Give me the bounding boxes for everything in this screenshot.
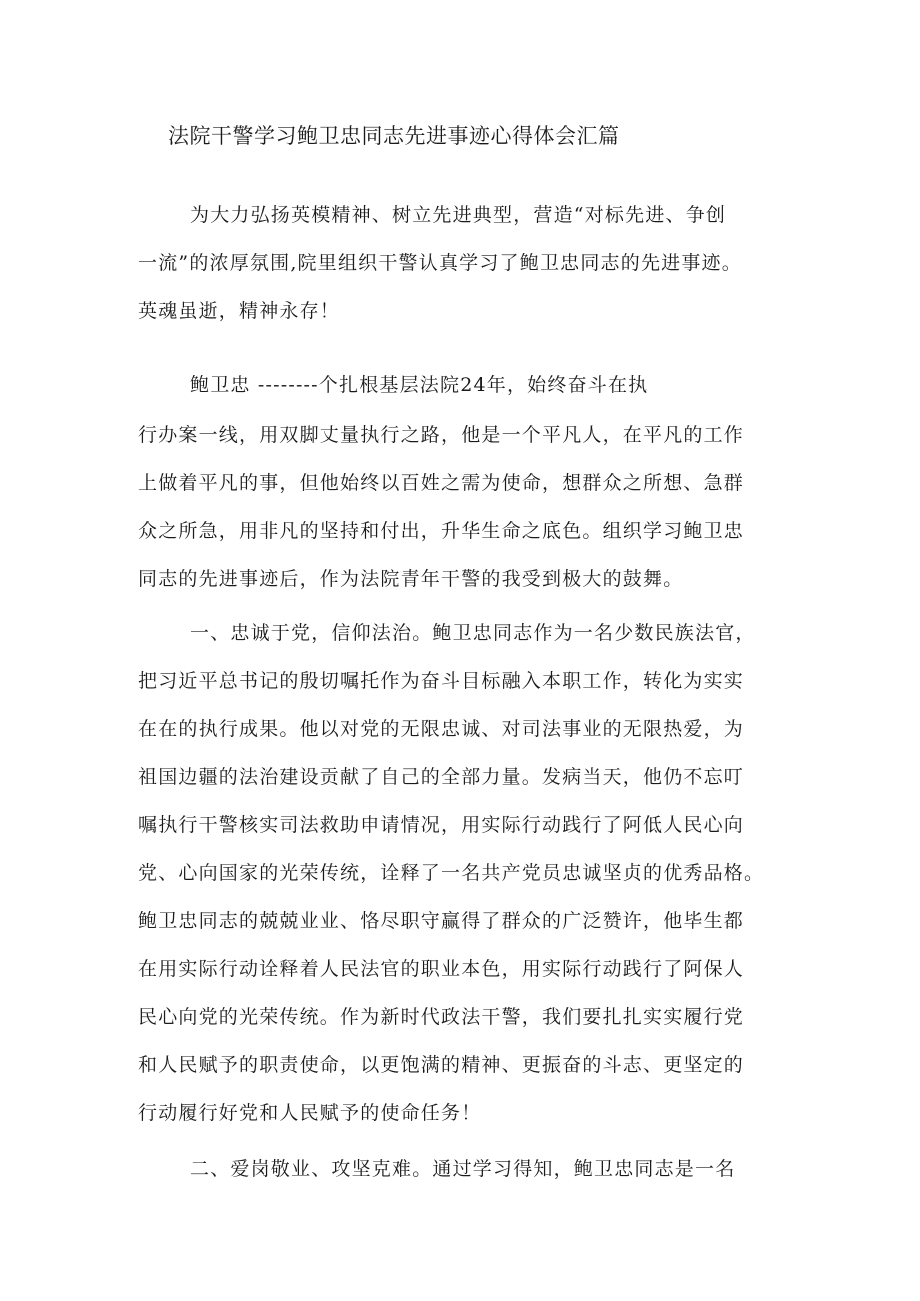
paragraph-line: 鲍卫忠同志的兢兢业业、恪尽职守赢得了群众的广泛赞许，他毕生都 [138,910,745,932]
paragraph-line: 为大力弘扬英模精神、树立先进典型，营造“对标先进、争创 [190,204,727,226]
paragraph-line: 嘱执行干警核实司法救助申请情况，用实际行动践行了阿低人民心向 [138,814,745,836]
paragraph-line: 祖国边疆的法治建设贡献了自己的全部力量。发病当天，他仍不忘叮 [138,766,745,788]
document-title: 法院干警学习鲍卫忠同志先进事迹心得体会汇篇 [168,124,620,148]
paragraph-line: 上做着平凡的事，但他始终以百姓之需为使命，想群众之所想、急群 [138,472,745,494]
paragraph-line: 党、心向国家的光荣传统，诠释了一名共产党员忠诚坚贞的优秀品格。 [138,862,765,884]
paragraph-line: 行动履行好党和人民赋予的使命任务！ [138,1102,482,1124]
paragraph-line: 英魂虽逝，精神永存！ [138,300,341,322]
paragraph-line: 行办案一线，用双脚丈量执行之路，他是一个平凡人，在平凡的工作 [138,424,745,446]
paragraph-line: 一、忠诚于党，信仰法治。鲍卫忠同志作为一名少数民族法官， [190,622,756,644]
paragraph-line: 二、爱岗敬业、攻坚克难。通过学习得知，鲍卫忠同志是一名 [190,1158,736,1180]
paragraph-line: 和人民赋予的职责使命，以更饱满的精神、更振奋的斗志、更坚定的 [138,1054,745,1076]
paragraph-line: 把习近平总书记的殷切嘱托作为奋斗目标融入本职工作，转化为实实 [138,670,745,692]
paragraph-line: 鲍卫忠 --------个扎根基层法院24年，始终奋斗在执 [190,374,649,396]
paragraph-line: 在在的执行成果。他以对党的无限忠诚、对司法事业的无限热爱，为 [138,718,745,740]
paragraph-line: 众之所急，用非凡的坚持和付出，升华生命之底色。组织学习鲍卫忠 [138,520,745,542]
paragraph-line: 同志的先进事迹后，作为法院青年干警的我受到极大的鼓舞。 [138,568,684,590]
paragraph-line: 一流”的浓厚氛围,院里组织干警认真学习了鲍卫忠同志的先进事迹。 [138,252,742,274]
paragraph-line: 在用实际行动诠释着人民法官的职业本色，用实际行动践行了阿保人 [138,958,745,980]
paragraph-line: 民心向党的光荣传统。作为新时代政法干警，我们要扎扎实实履行党 [138,1006,745,1028]
